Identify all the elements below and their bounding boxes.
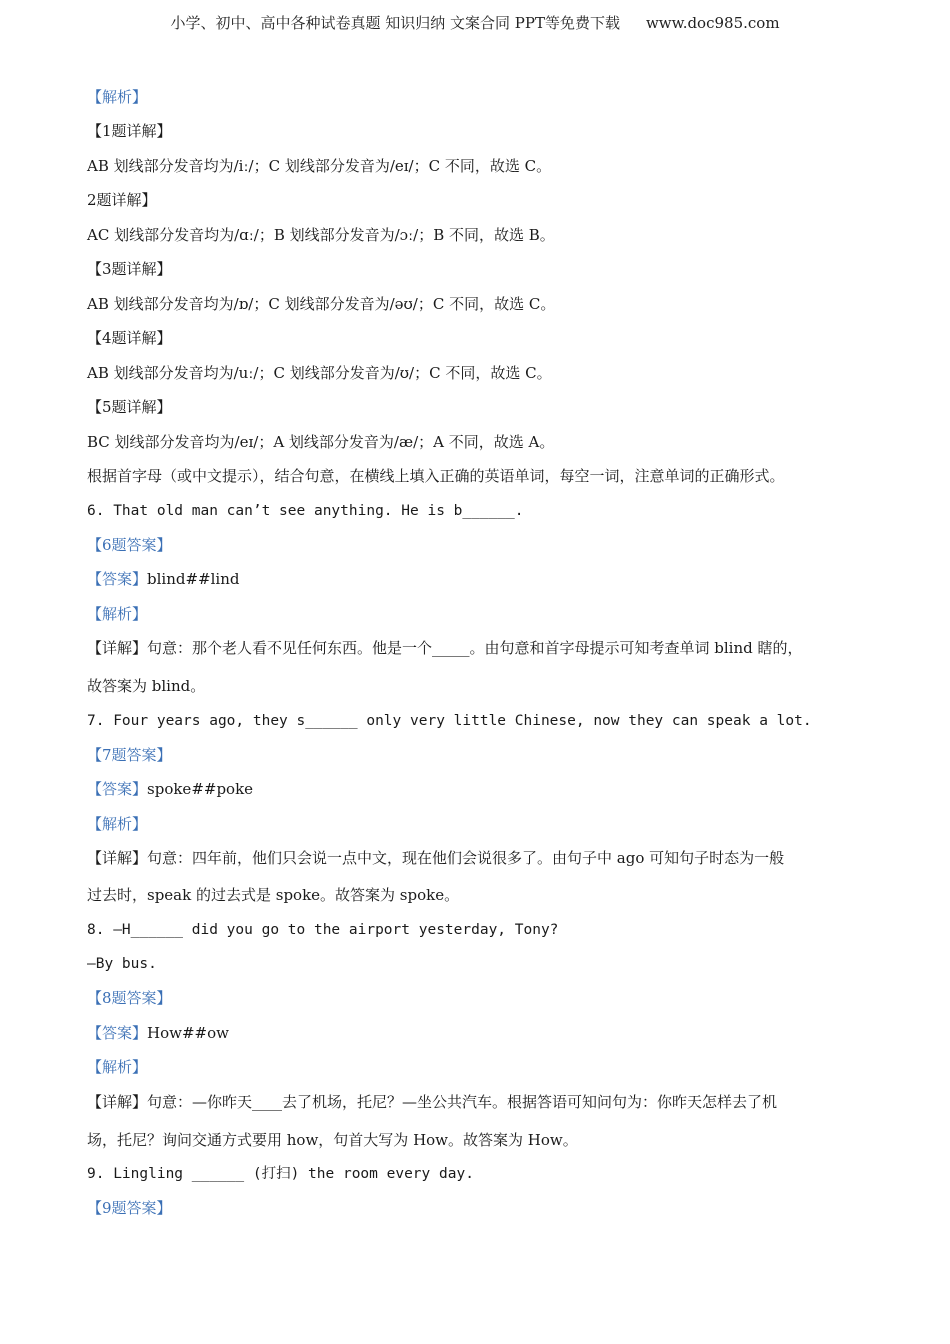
answer-value: blind##lind <box>147 570 240 588</box>
text-line: 【解析】 <box>87 1058 148 1076</box>
text-line: 6. That old man can’t see anything. He is b______. <box>87 503 524 519</box>
text-line: 8. —H______ did you go to the airport yesterday, Tony? <box>87 922 559 938</box>
text-line: 2题详解】 <box>87 191 157 209</box>
header-site: www.doc985.com <box>645 14 780 32</box>
text-line: 【7题答案】 <box>87 746 172 764</box>
text-line: 7. Four years ago, they s______ only very little Chinese, now they can speak a lot. <box>87 713 812 729</box>
text-line: 场，托尼？询问交通方式要用 how，句首大写为 How。故答案为 How。 <box>87 1131 578 1149</box>
text-line: 【3题详解】 <box>87 260 172 278</box>
text-line: 【详解】句意：四年前，他们只会说一点中文，现在他们会说很多了。由句子中 ago 可知句子时态为一般 <box>87 849 785 867</box>
text-line: 【解析】 <box>87 88 148 106</box>
text-line <box>87 568 239 590</box>
header-text: 小学、初中、高中各种试卷真题 知识归纳 文案合同 PPT等免费下载 <box>170 14 620 32</box>
text-line: 【详解】句意：—你昨天____去了机场，托尼？—坐公共汽车。根据答语可知问句为：你昨天怎样去了机 <box>87 1093 778 1111</box>
text-line: 【9题答案】 <box>87 1199 172 1217</box>
text-line: —By bus. <box>87 956 157 972</box>
answer-label: 【答案】 <box>87 570 148 588</box>
answer-value: spoke##poke <box>147 780 254 798</box>
text-line: 9. Lingling ______ (打扫) the room every day. <box>87 1166 474 1182</box>
answer-label: 【答案】 <box>87 1024 148 1042</box>
text-line: 【1题详解】 <box>87 122 172 140</box>
text-line <box>87 778 253 800</box>
text-line: 【详解】句意：那个老人看不见任何东西。他是一个_____。由句意和首字母提示可知考查单词 blind 瞎的， <box>87 639 803 657</box>
text-line: 【4题详解】 <box>87 329 172 347</box>
answer-label: 【答案】 <box>87 780 148 798</box>
page-header <box>0 12 950 33</box>
text-line: 根据首字母（或中文提示），结合句意，在横线上填入正确的英语单词，每空一词，注意单词的正确形式。 <box>87 467 785 485</box>
text-line: 【5题详解】 <box>87 398 172 416</box>
text-line: AB 划线部分发音均为/iː/；C 划线部分发音为/eɪ/；C 不同，故选 C。 <box>87 157 552 175</box>
answer-value: How##ow <box>147 1024 229 1042</box>
text-line: 【8题答案】 <box>87 989 172 1007</box>
text-line: AB 划线部分发音均为/uː/；C 划线部分发音为/ʊ/；C 不同，故选 C。 <box>87 364 552 382</box>
text-line: 【解析】 <box>87 815 148 833</box>
text-line: 过去时，speak 的过去式是 spoke。故答案为 spoke。 <box>87 886 460 904</box>
text-line: BC 划线部分发音均为/eɪ/；A 划线部分发音为/æ/；A 不同，故选 A。 <box>87 433 555 451</box>
text-line: AB 划线部分发音均为/ɒ/；C 划线部分发音为/əʊ/；C 不同，故选 C。 <box>87 295 556 313</box>
text-line: 故答案为 blind。 <box>87 677 206 695</box>
text-line: 【解析】 <box>87 605 148 623</box>
text-line: 【6题答案】 <box>87 536 172 554</box>
text-line: AC 划线部分发音均为/ɑː/；B 划线部分发音为/ɔː/；B 不同，故选 B。 <box>87 226 555 244</box>
text-line <box>87 1022 229 1044</box>
